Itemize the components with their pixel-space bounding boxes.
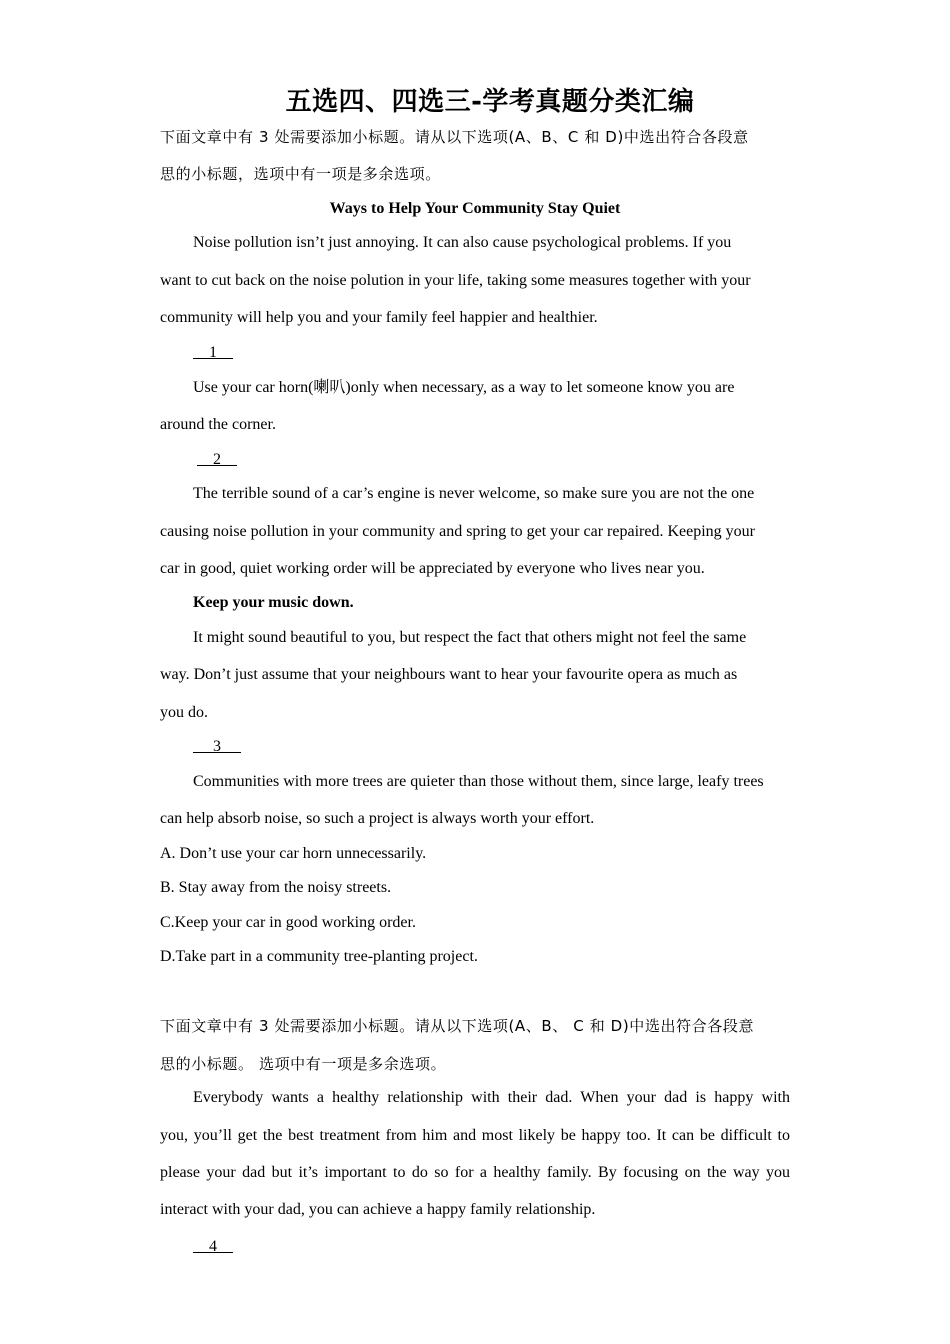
option-b: B. Stay away from the noisy streets. <box>160 879 392 896</box>
paragraph-line: you do. <box>160 704 208 721</box>
paragraph-line: want to cut back on the noise polution in your life, taking some measures together with your <box>160 272 751 289</box>
paragraph-line: interact with your dad, you can achieve a happy family relationship. <box>160 1201 596 1218</box>
paragraph-line: It might sound beautiful to you, but respect the fact that others might not feel the same <box>193 629 747 646</box>
blank-3: 3 <box>193 738 241 755</box>
article-title: Ways to Help Your Community Stay Quiet <box>329 200 621 217</box>
option-c: C.Keep your car in good working order. <box>160 914 416 931</box>
paragraph-line: can help absorb noise, so such a project is always worth your effort. <box>160 810 595 827</box>
instruction-line: 下面文章中有 3 处需要添加小标题。请从以下选项(A、B、 C 和 D)中选出符合各段意 <box>160 1017 755 1035</box>
instruction-line: 思的小标题，选项中有一项是多余选项。 <box>160 165 441 183</box>
paragraph-line: The terrible sound of a car’s engine is never welcome, so make sure you are not the one <box>193 485 755 502</box>
paragraph-line: Everybody wants a healthy relationship with their dad. When your dad is happy with <box>193 1089 790 1106</box>
instruction-line: 下面文章中有 3 处需要添加小标题。请从以下选项(A、B、C 和 D)中选出符合各段意 <box>160 128 749 146</box>
option-d: D.Take part in a community tree-planting project. <box>160 948 478 965</box>
paragraph-line: you, you’ll get the best treatment from him and most likely be happy too. It can be difficult to <box>160 1127 790 1144</box>
paragraph-line: around the corner. <box>160 416 276 433</box>
subheading: Keep your music down. <box>193 594 354 611</box>
paragraph-line: way. Don’t just assume that your neighbours want to hear your favourite opera as much as <box>160 666 738 683</box>
paragraph-line: Communities with more trees are quieter than those without them, since large, leafy trees <box>193 773 764 790</box>
document-title: 五选四、四选三-学考真题分类汇编 <box>285 87 695 117</box>
instruction-line: 思的小标题。 选项中有一项是多余选项。 <box>160 1055 447 1073</box>
blank-2: 2 <box>197 451 237 468</box>
paragraph-line: causing noise pollution in your community and spring to get your car repaired. Keeping your <box>160 523 755 540</box>
paragraph-line: car in good, quiet working order will be appreciated by everyone who lives near you. <box>160 560 705 577</box>
paragraph-line: Use your car horn(喇叭)only when necessary, as a way to let someone know you are <box>193 379 735 396</box>
paragraph-line: community will help you and your family feel happier and healthier. <box>160 309 598 326</box>
paragraph-line: please your dad but it’s important to do so for a healthy family. By focusing on the way you <box>160 1164 790 1181</box>
blank-1: 1 <box>193 344 233 361</box>
option-a: A. Don’t use your car horn unnecessarily. <box>160 845 427 862</box>
blank-4: 4 <box>193 1238 233 1255</box>
paragraph-line: Noise pollution isn’t just annoying. It can also cause psychological problems. If you <box>193 234 732 251</box>
